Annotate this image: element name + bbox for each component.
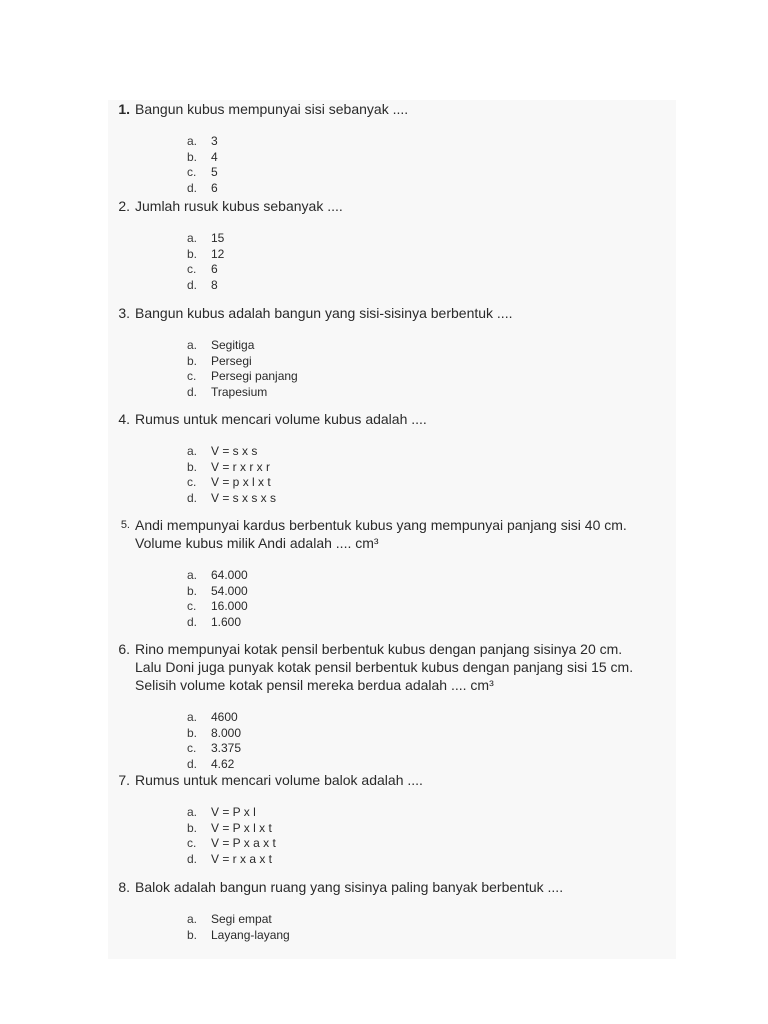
question-number: 1. <box>118 101 130 117</box>
option-a[interactable] <box>187 134 676 150</box>
question-5 <box>108 516 676 646</box>
question-7 <box>108 771 676 883</box>
option-list <box>187 338 676 400</box>
question-stem <box>108 516 676 552</box>
option-letter: a. <box>187 710 198 724</box>
option-d[interactable] <box>187 757 676 773</box>
option-letter: c. <box>187 369 197 383</box>
option-text: 6 <box>211 262 218 276</box>
option-b[interactable] <box>187 247 676 263</box>
option-a[interactable] <box>187 710 676 726</box>
option-letter: c. <box>187 262 197 276</box>
question-text: Rumus untuk mencari volume kubus adalah .... <box>135 411 427 427</box>
option-b[interactable] <box>187 460 676 476</box>
option-c[interactable] <box>187 165 676 181</box>
option-text: V = p x l x t <box>211 475 271 489</box>
option-letter: a. <box>187 231 198 245</box>
option-letter: a. <box>187 912 198 926</box>
option-d[interactable] <box>187 615 676 631</box>
option-letter: b. <box>187 820 198 835</box>
option-text: 15 <box>211 231 225 245</box>
option-list <box>187 134 676 196</box>
option-b[interactable] <box>187 150 676 166</box>
option-text: 4600 <box>211 710 238 724</box>
option-list <box>187 568 676 630</box>
option-a[interactable] <box>187 444 676 460</box>
option-text: Persegi <box>211 353 252 368</box>
option-b[interactable] <box>187 726 676 742</box>
option-d[interactable] <box>187 385 676 401</box>
question-stem <box>108 304 676 322</box>
question-number: 8. <box>118 879 130 895</box>
question-number: 4. <box>118 411 130 427</box>
question-3 <box>108 304 676 416</box>
option-text: 16.000 <box>211 599 248 613</box>
option-text: V = P x a x t <box>211 836 276 850</box>
option-text: 4.62 <box>211 756 235 771</box>
option-letter: c. <box>187 165 197 179</box>
option-text: 6 <box>211 180 218 195</box>
question-text-line-2: Lalu Doni juga punyak kotak pensil berbentuk kubus dengan panjang sisi 15 cm. <box>135 659 634 675</box>
option-b[interactable] <box>187 354 676 370</box>
option-letter: b. <box>187 149 198 164</box>
option-letter: c. <box>187 741 197 755</box>
question-8 <box>108 878 676 959</box>
question-text-line-2: Volume kubus milik Andi adalah .... cm³ <box>135 535 379 551</box>
option-d[interactable] <box>187 852 676 868</box>
option-text: 64.000 <box>211 568 248 582</box>
option-letter: c. <box>187 475 197 489</box>
question-number: 3. <box>118 305 130 321</box>
option-letter: b. <box>187 725 198 740</box>
option-letter: b. <box>187 353 198 368</box>
option-a[interactable] <box>187 231 676 247</box>
option-letter: a. <box>187 444 198 458</box>
option-text: V = P x l <box>211 805 256 819</box>
option-c[interactable] <box>187 836 676 852</box>
option-text: Layang-layang <box>211 927 290 942</box>
question-stem <box>108 197 676 215</box>
option-d[interactable] <box>187 491 676 507</box>
option-text: V = s x s x s <box>211 490 277 505</box>
question-2 <box>108 197 676 309</box>
option-letter: b. <box>187 583 198 598</box>
question-text: Rumus untuk mencari volume balok adalah .... <box>135 772 423 788</box>
option-list <box>187 912 676 943</box>
question-stem <box>108 410 676 428</box>
question-text: Bangun kubus mempunyai sisi sebanyak .... <box>135 101 409 117</box>
question-text-line-3: Selisih volume kotak pensil mereka berdua adalah .... cm³ <box>135 677 494 693</box>
option-text: V = s x s <box>211 444 258 458</box>
option-letter: a. <box>187 134 198 148</box>
option-a[interactable] <box>187 338 676 354</box>
option-list <box>187 444 676 506</box>
question-text: Jumlah rusuk kubus sebanyak .... <box>135 198 343 214</box>
option-text: 8 <box>211 277 218 292</box>
option-a[interactable] <box>187 568 676 584</box>
option-letter: d. <box>187 277 198 292</box>
option-list <box>187 231 676 293</box>
option-c[interactable] <box>187 369 676 385</box>
option-letter: c. <box>187 599 197 613</box>
option-a[interactable] <box>187 805 676 821</box>
question-stem <box>108 878 676 896</box>
question-stem <box>108 771 676 789</box>
option-letter: d. <box>187 180 198 195</box>
option-text: 8.000 <box>211 725 242 740</box>
option-b[interactable] <box>187 584 676 600</box>
question-1 <box>108 100 676 212</box>
question-text: Bangun kubus adalah bangun yang sisi-sisinya berbentuk .... <box>135 305 513 321</box>
option-text: 5 <box>211 165 218 179</box>
option-a[interactable] <box>187 912 676 928</box>
option-d[interactable] <box>187 181 676 197</box>
question-number: 6. <box>118 641 130 657</box>
option-text: 3.375 <box>211 741 242 755</box>
option-letter: b. <box>187 459 198 474</box>
option-letter: b. <box>187 927 198 942</box>
option-text: 54.000 <box>211 583 248 598</box>
option-list <box>187 805 676 867</box>
option-text: Persegi panjang <box>211 369 298 383</box>
question-stem <box>108 640 676 694</box>
option-letter: a. <box>187 568 198 582</box>
option-list <box>187 710 676 772</box>
option-text: V = r x a x t <box>211 851 273 866</box>
question-text-line-1: Andi mempunyai kardus berbentuk kubus yang mempunyai panjang sisi 40 cm. <box>135 517 627 533</box>
question-6 <box>108 640 676 788</box>
option-letter: d. <box>187 614 198 629</box>
option-text: Segitiga <box>211 338 255 352</box>
option-letter: d. <box>187 851 198 866</box>
question-number: 5. <box>120 519 130 531</box>
option-letter: c. <box>187 836 197 850</box>
option-text: 1.600 <box>211 614 242 629</box>
option-b[interactable] <box>187 928 676 944</box>
option-text: 4 <box>211 149 218 164</box>
question-stem <box>108 100 676 118</box>
option-c[interactable] <box>187 741 676 757</box>
option-b[interactable] <box>187 821 676 837</box>
option-letter: d. <box>187 756 198 771</box>
option-text: V = P x l x t <box>211 820 272 835</box>
option-text: 3 <box>211 134 218 148</box>
option-letter: a. <box>187 805 198 819</box>
question-text-line-1: Rino mempunyai kotak pensil berbentuk kubus dengan panjang sisinya 20 cm. <box>135 641 623 657</box>
option-text: Trapesium <box>211 384 268 399</box>
option-c[interactable] <box>187 262 676 278</box>
question-number: 7. <box>118 772 130 788</box>
option-letter: d. <box>187 490 198 505</box>
question-number: 2. <box>118 198 130 214</box>
question-text: Balok adalah bangun ruang yang sisinya paling banyak berbentuk .... <box>135 879 564 895</box>
option-text: V = r x r x r <box>211 459 271 474</box>
option-text: Segi empat <box>211 912 272 926</box>
question-4 <box>108 410 676 522</box>
option-c[interactable] <box>187 599 676 615</box>
option-d[interactable] <box>187 278 676 294</box>
option-letter: b. <box>187 246 198 261</box>
option-letter: d. <box>187 384 198 399</box>
option-text: 12 <box>211 246 225 261</box>
option-letter: a. <box>187 338 198 352</box>
option-c[interactable] <box>187 475 676 491</box>
